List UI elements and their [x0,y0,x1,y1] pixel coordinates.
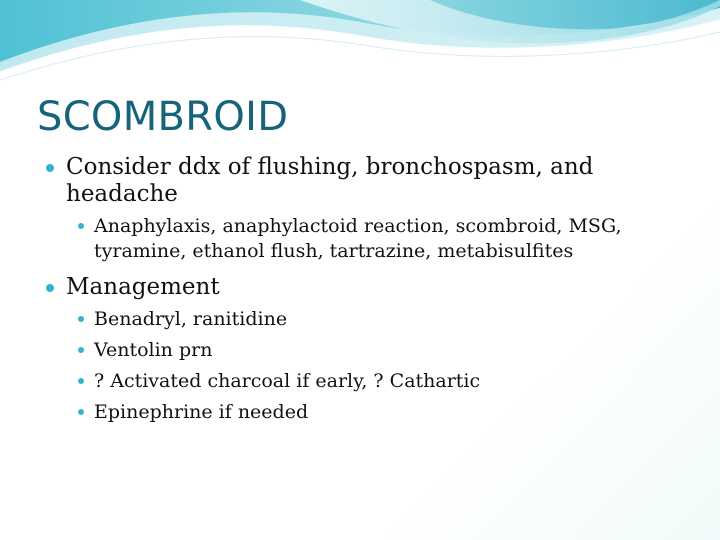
sub-bullet-item [76,400,680,425]
sub-bullet-dot-icon [78,316,84,322]
sub-bullet-item [76,338,680,363]
header-wave-decoration [0,0,720,90]
bullet-text: Management [66,274,220,300]
sub-bullet-dot-icon [78,378,84,384]
bullet-dot-icon [46,284,54,292]
sub-bullet-item [76,214,680,264]
bullet-dot-icon [46,164,54,172]
sub-bullet-dot-icon [78,347,84,353]
bullet-item [45,274,680,301]
slide-title: SCOMBROID [37,94,289,140]
bullet-text: Consider ddx of flushing, bronchospasm, and headache [66,154,594,207]
sub-bullet-text: Benadryl, ranitidine [94,308,288,330]
sub-bullet-text: ? Activated charcoal if early, ? Cathartic [94,370,481,392]
sub-bullet-text: Ventolin prn [94,339,213,361]
sub-bullet-text: Epinephrine if needed [94,401,309,423]
sub-bullet-item [76,307,680,332]
sub-bullet-dot-icon [78,409,84,415]
bullet-list [45,154,680,425]
bullet-item [45,154,680,208]
sub-bullet-dot-icon [78,223,84,229]
sub-bullet-item [76,369,680,394]
sub-bullet-text: Anaphylaxis, anaphylactoid reaction, scombroid, MSG, tyramine, ethanol flush, tartrazine, metabisulfites [94,215,622,262]
